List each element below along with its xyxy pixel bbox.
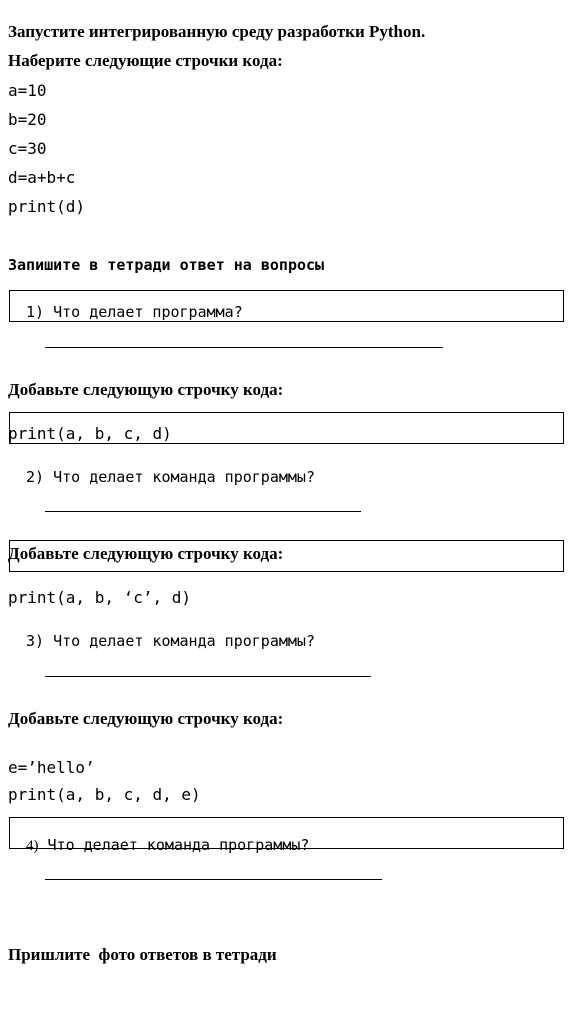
answer-line-4[interactable]: [45, 879, 382, 880]
question-3-number: 3): [26, 632, 45, 650]
add-code-heading-3: Добавьте следующую строчку кода:: [8, 709, 284, 728]
answer-line-2[interactable]: [45, 511, 361, 512]
code-line: print(a, b, ‘c’, d): [8, 588, 192, 607]
question-4-text: Что делает команда программы?: [47, 836, 310, 854]
intro-line-1: Запустите интегрированную среду разработки Python.: [8, 22, 426, 41]
code-line: e=’hello’: [8, 758, 95, 777]
question-3-text: Что делает команда программы?: [53, 632, 315, 650]
question-1-text: Что делает программа?: [53, 303, 243, 321]
question-4-number: 4): [26, 838, 39, 854]
question-2: [26, 468, 315, 486]
question-1-number: 1): [26, 303, 45, 321]
question-4: [26, 836, 309, 855]
code-line: d=a+b+c: [8, 168, 76, 187]
code-line: print(a, b, c, d, e): [8, 785, 201, 804]
question-2-number: 2): [26, 468, 45, 486]
add-code-heading-2: Добавьте следующую строчку кода:: [8, 544, 284, 563]
code-line: print(a, b, c, d): [8, 424, 172, 443]
footer-instruction: Пришлите фото ответов в тетради: [8, 945, 277, 964]
answer-line-1[interactable]: [45, 347, 443, 348]
intro-line-2: Наберите следующие строчки кода:: [8, 51, 283, 70]
answer-line-3[interactable]: [45, 676, 371, 677]
add-code-heading-1: Добавьте следующую строчку кода:: [8, 380, 284, 399]
question-2-text: Что делает команда программы?: [53, 468, 315, 486]
question-3: [26, 632, 315, 650]
question-1: [26, 303, 243, 321]
code-line: print(d): [8, 197, 86, 216]
code-line: a=10: [8, 81, 47, 100]
notebook-heading: Запишите в тетради ответ на вопросы: [8, 256, 325, 274]
code-line: c=30: [8, 139, 47, 158]
code-line: b=20: [8, 110, 47, 129]
